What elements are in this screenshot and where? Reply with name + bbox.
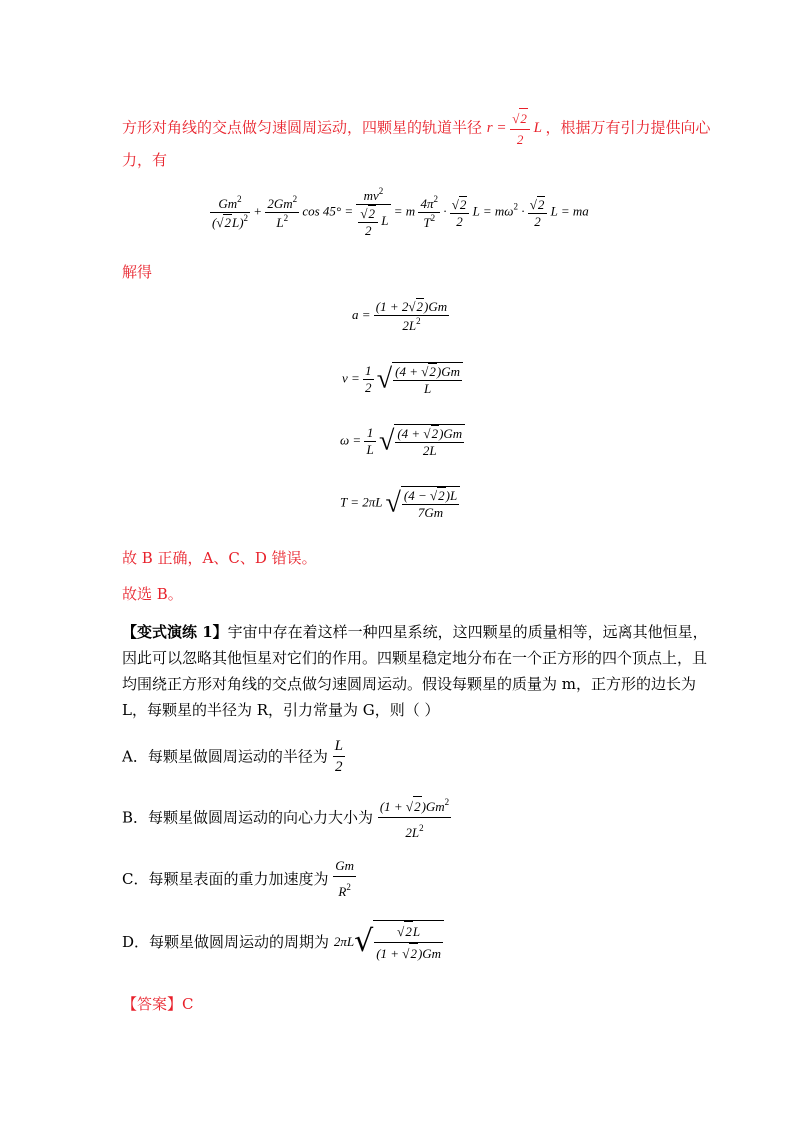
velocity-formula: v = $\frac{1}{2}$ √ $\frac{(4 + √2)Gm}{L}$ xyxy=(342,362,463,397)
option-c: C．每颗星表面的重力加速度为 $\frac{Gm}{R^2}$ xyxy=(122,856,356,902)
period-formula: T = 2πL √ $\frac{(4 - √2)L}{7Gm}$ xyxy=(340,486,460,521)
solution-line-2: 力，有 xyxy=(122,151,168,169)
exercise-line-3: 均围绕正方形对角线的交点做匀速圆周运动。假设每颗星的质量为 m，正方形的边长为 xyxy=(122,675,696,693)
omega-formula: ω = $\frac{1}{L}$ √ $\frac{(4 + √2)Gm}{2L}$ xyxy=(340,424,465,459)
solution-line-1-suffix: ，根据万有引力提供向心 xyxy=(545,118,711,137)
conclusion-1: 故 B 正确，A、C、D 错误。 xyxy=(122,549,317,567)
conclusion-2: 故选 B。 xyxy=(122,585,183,603)
option-d-text: D．每颗星做圆周运动的周期为 xyxy=(122,933,330,951)
answer-line xyxy=(122,994,194,1014)
exercise-line-4: L，每颗星的半径为 R，引力常量为 G，则（ ） xyxy=(122,701,440,719)
option-d: D．每颗星做圆周运动的周期为 2πL√ $\frac{√2L}{(1 + √2)Gm}$ xyxy=(122,920,444,964)
option-a: A．每颗星做圆周运动的半径为 $\frac{L}{2}$ xyxy=(122,738,343,775)
acceleration-formula: a = $\frac{(1 + 2√2)Gm}{2L^2}$ xyxy=(352,299,448,333)
exercise-line-2: 因此可以忽略其他恒星对它们的作用。四颗星稳定地分布在一个正方形的四个顶点上，且 xyxy=(122,649,708,667)
exercise-line-1 xyxy=(122,622,708,642)
option-a-text: A．每颗星做圆周运动的半径为 xyxy=(122,747,328,766)
force-equation: $\frac{Gm^2}{(√2L)^2}$ + $\frac{2Gm^2}{L^2}$ cos 45° = $mv^2$ $\frac{√2}{2}$ L = m $\frac{4\pi^2}{T^2}$ · $\frac{√2}{2}$ $L = m\omega^2$ · $\frac{√2}{2}$ L = ma xyxy=(212,186,589,238)
radius-lhs: r = xyxy=(486,120,507,137)
exercise-label: 【变式演练 1】 xyxy=(122,623,228,641)
radius-formula: r = $\frac{√2}{2}$ L xyxy=(487,120,546,136)
option-b-text: B．每颗星做圆周运动的向心力大小为 xyxy=(122,808,374,827)
exercise-text-1: 宇宙中存在着这样一种四星系统，这四颗星的质量相等，远离其他恒星， xyxy=(227,623,708,641)
solution-line-1-prefix: 方形对角线的交点做匀速圆周运动，四颗星的轨道半径 xyxy=(122,118,483,137)
option-b: B．每颗星做圆周运动的向心力大小为 $\frac{(1 + √2)Gm^2}{2L^2}$ xyxy=(122,792,451,843)
answer-value: C xyxy=(182,995,194,1013)
option-c-text: C．每颗星表面的重力加速度为 xyxy=(122,870,329,888)
jiede-label: 解得 xyxy=(122,263,153,281)
answer-label: 【答案】 xyxy=(122,995,183,1013)
solution-line-1 xyxy=(122,108,711,150)
